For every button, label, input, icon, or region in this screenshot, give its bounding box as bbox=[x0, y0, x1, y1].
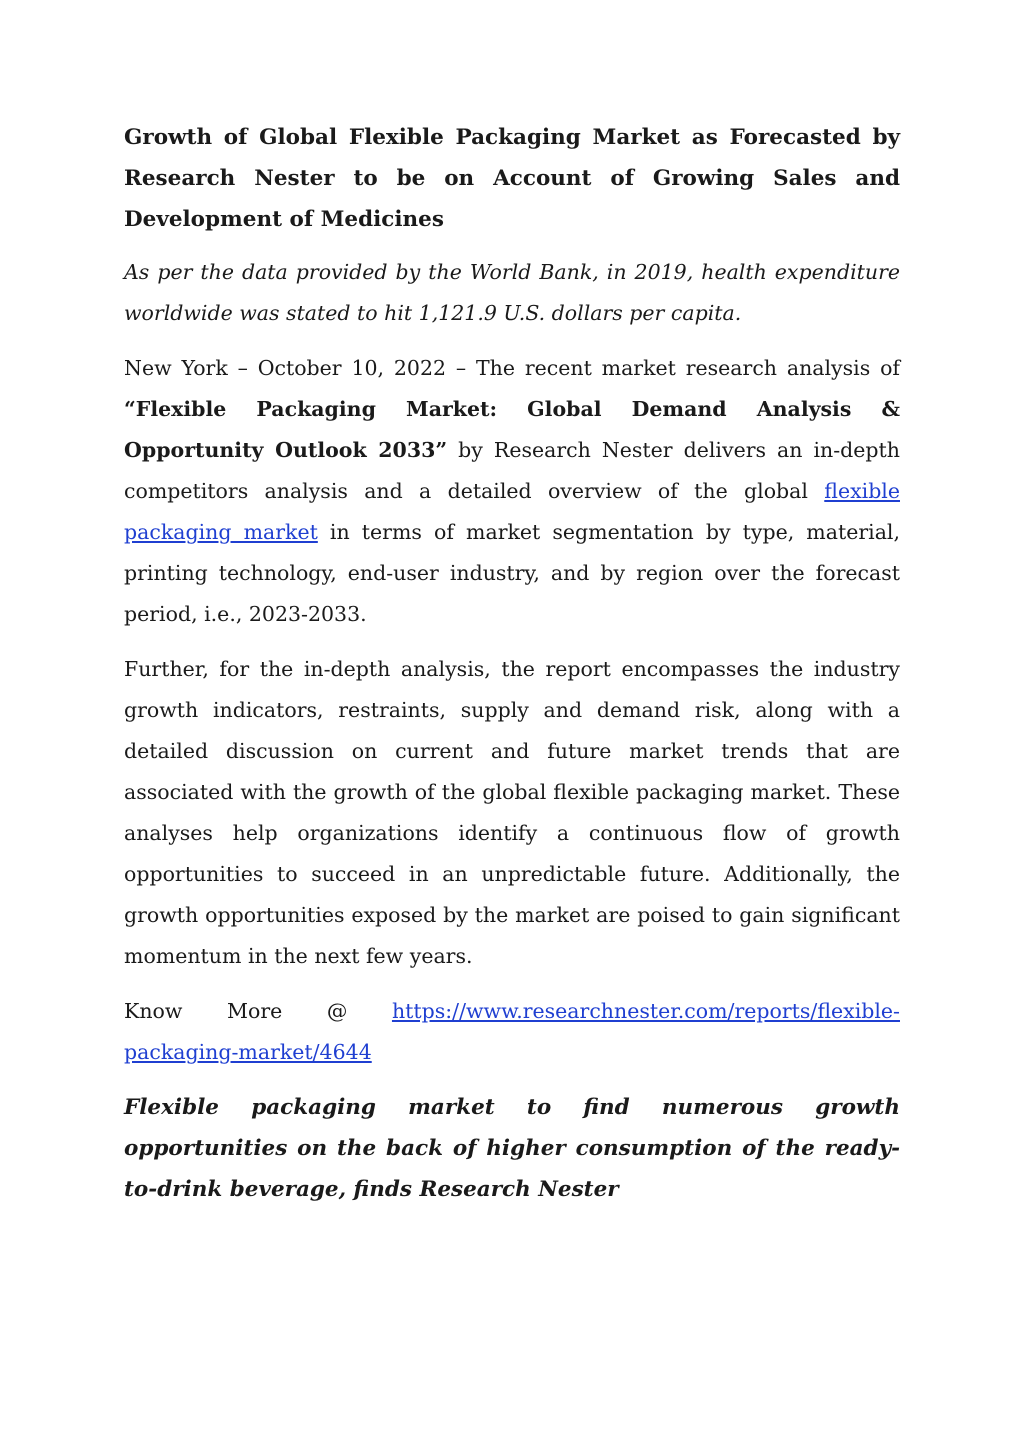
intro-text-before-link: by Research Nester delivers an in-depth competitors analysis and a detailed overview of the global bbox=[124, 438, 900, 503]
document-title: Growth of Global Flexible Packaging Market as Forecasted by Research Nester to be on Account of Growing Sales and Development of Medicines bbox=[124, 125, 900, 232]
closing-heading: Flexible packaging market to find numerous growth opportunities on the back of higher consumption of the ready-to-drink beverage, finds Research Nester bbox=[124, 1095, 900, 1202]
intro-text-after-link: in terms of market segmentation by type, material, printing technology, end-user industry, and by region over the forecast period, i.e., 2023-2033. bbox=[124, 520, 900, 626]
report-url-link[interactable]: https://www.researchnester.com/reports/flexible-packaging-market/4644 bbox=[124, 999, 900, 1064]
report-title: “Flexible Packaging Market: Global Demand Analysis & Opportunity Outlook 2033” bbox=[124, 397, 900, 462]
know-more-paragraph bbox=[124, 991, 900, 1073]
dateline-text: New York – October 10, 2022 – The recent market research analysis of bbox=[124, 356, 900, 380]
document-page bbox=[124, 117, 900, 1224]
flexible-packaging-market-link[interactable]: flexible packaging market bbox=[124, 479, 900, 544]
intro-paragraph bbox=[124, 348, 900, 635]
know-more-label: Know More @ bbox=[124, 999, 392, 1023]
document-subtitle: As per the data provided by the World Bank, in 2019, health expenditure worldwide was stated to hit 1,121.9 U.S. dollars per capita. bbox=[124, 260, 900, 325]
analysis-paragraph: Further, for the in-depth analysis, the report encompasses the industry growth indicators, restraints, supply and demand risk, along with a detailed discussion on current and future market trends that are associated with the growth of the global flexible packaging market. These analyses help organizations identify a continuous flow of growth opportunities to succeed in an unpredictable future. Additionally, the growth opportunities exposed by the market are poised to gain significant momentum in the next few years. bbox=[124, 657, 900, 968]
